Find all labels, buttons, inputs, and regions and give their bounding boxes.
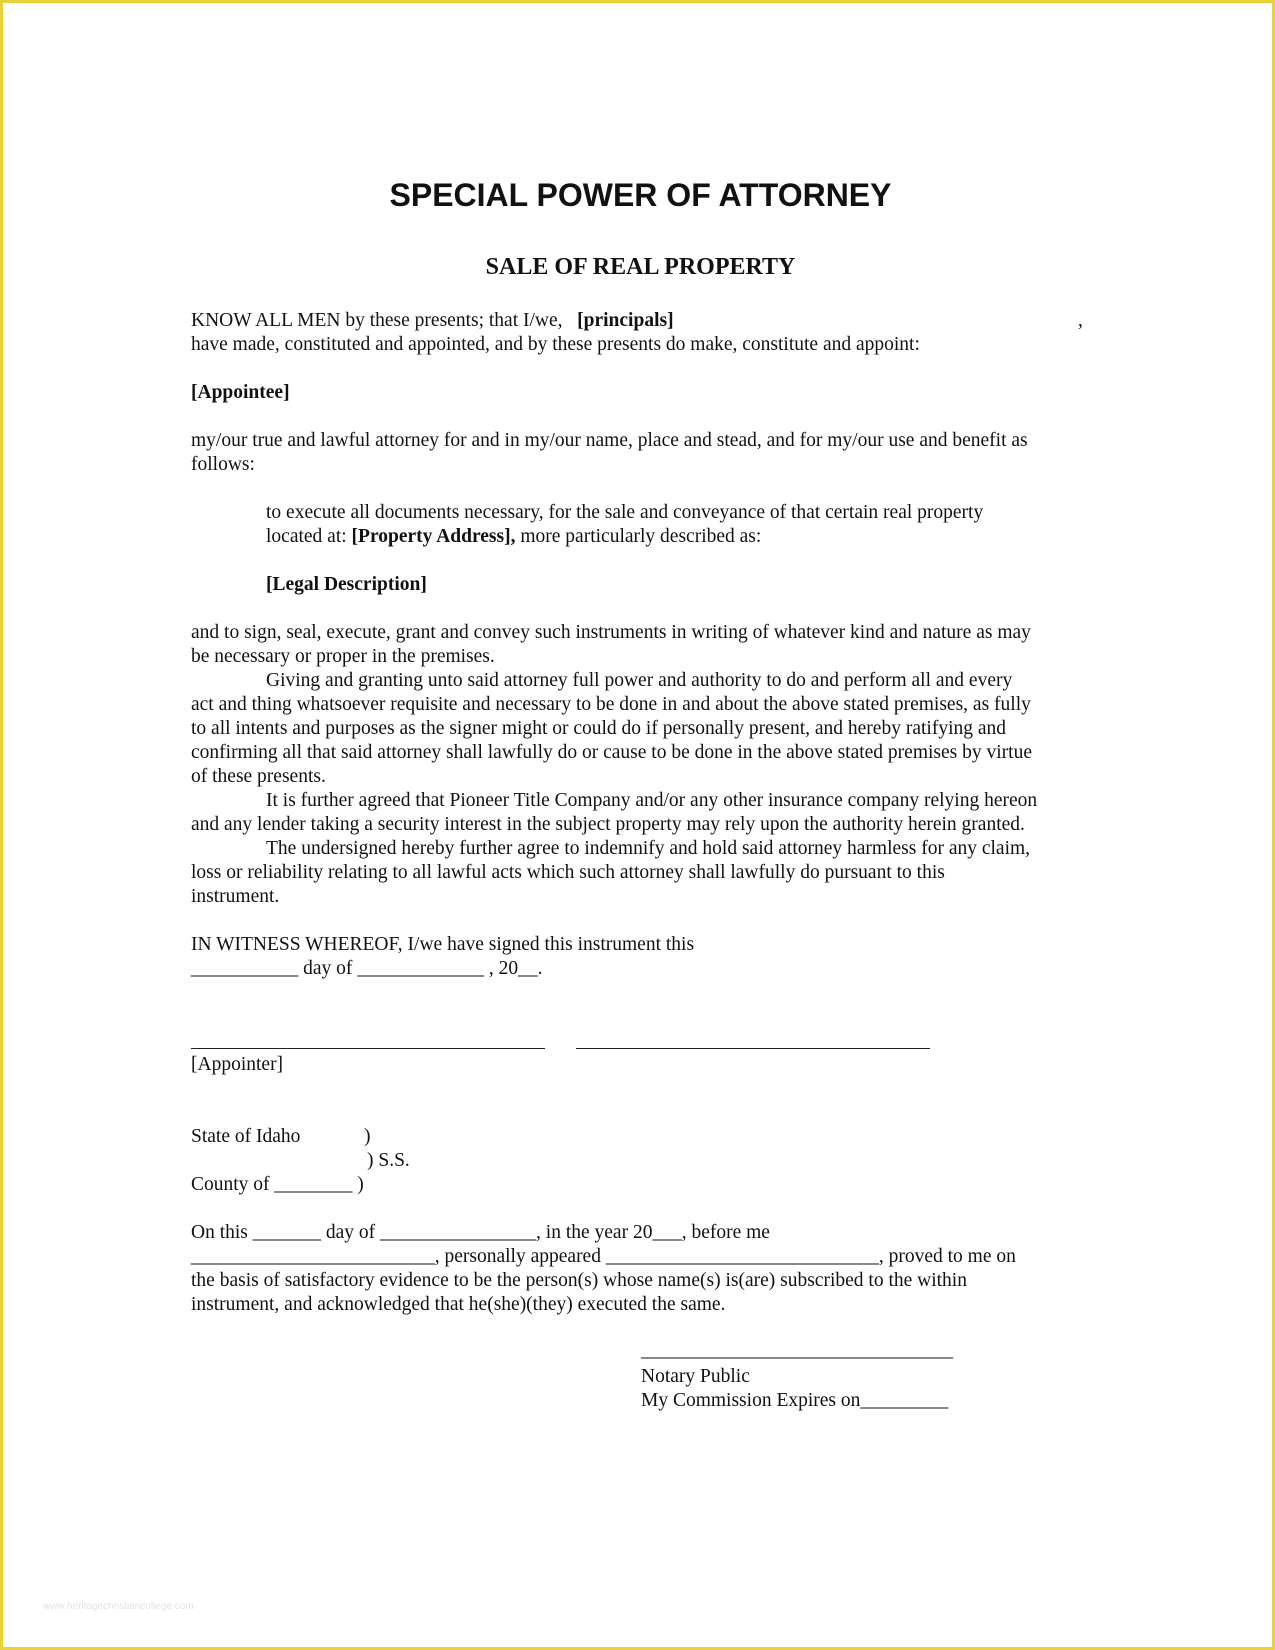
execute-line-1: to execute all documents necessary, for the sale and conveyance of that certain real property (266, 502, 984, 523)
execute-line-2-suffix: more particularly described as: (520, 526, 762, 547)
appointer-label: [Appointer] (191, 1054, 284, 1075)
notary-public-label: Notary Public (641, 1366, 750, 1387)
body-line: Giving and granting unto said attorney full power and authority to do and perform all and every (266, 670, 1013, 691)
property-address-placeholder: [Property Address], (351, 526, 516, 547)
body-line: The undersigned hereby further agree to indemnify and hold said attorney harmless for any claim, (266, 838, 1031, 859)
execute-line-2-prefix: located at: (266, 526, 347, 547)
body-line: instrument. (191, 886, 280, 907)
legal-description-placeholder: [Legal Description] (266, 574, 427, 595)
execute-line-2 (266, 525, 761, 549)
venue-state: State of Idaho (191, 1126, 301, 1147)
appointer-signature-line[interactable] (191, 1048, 545, 1049)
witness-line-1: IN WITNESS WHEREOF, I/we have signed this instrument this (191, 934, 695, 955)
second-signature-line[interactable] (576, 1048, 930, 1049)
venue-paren: ) (364, 1126, 371, 1147)
witness-line-2: ___________ day of _____________ , 20__. (191, 958, 543, 979)
intro-line-2: have made, constituted and appointed, and by these presents do make, constitute and appoint: (191, 334, 920, 355)
intro-know-prefix: KNOW ALL MEN by these presents; that I/we, (191, 310, 563, 331)
appointee-placeholder: [Appointee] (191, 382, 290, 403)
notary-line: instrument, and acknowledged that he(she)(they) executed the same. (191, 1294, 726, 1315)
watermark: www.heritagechristiancollege.com (43, 1601, 194, 1612)
body-line: loss or reliability relating to all lawful acts which such attorney shall lawfully do pursuant to this (191, 862, 945, 883)
intro-trailing-comma: , (1078, 310, 1083, 331)
venue-county: County of ________ ) (191, 1174, 364, 1195)
document-subtitle: SALE OF REAL PROPERTY (485, 254, 796, 280)
notary-signature-line[interactable]: ________________________________ (641, 1340, 953, 1361)
body-line: of these presents. (191, 766, 326, 787)
principals-placeholder: [principals] (577, 310, 674, 331)
notary-line: the basis of satisfactory evidence to be the person(s) whose name(s) is(are) subscribed to the within (191, 1270, 967, 1291)
body-line: be necessary or proper in the premises. (191, 646, 495, 667)
document-title: SPECIAL POWER OF ATTORNEY (389, 177, 892, 213)
body-line: confirming all that said attorney shall lawfully do or cause to be done in the above stated premises by virtue (191, 742, 1032, 763)
body-line: It is further agreed that Pioneer Title Company and/or any other insurance company relying hereon (266, 790, 1038, 811)
attorney-line-1: my/our true and lawful attorney for and in my/our name, place and stead, and for my/our use and benefit as (191, 430, 1028, 451)
notary-line: On this _______ day of ________________, in the year 20___, before me (191, 1222, 770, 1243)
venue-ss: ) S.S. (367, 1150, 410, 1171)
commission-expires-label: My Commission Expires on_________ (641, 1390, 949, 1411)
notary-line: _________________________, personally appeared ____________________________, proved to me on (191, 1246, 1016, 1267)
body-line: act and thing whatsoever requisite and necessary to be done in and about the above stated premises, as fully (191, 694, 1031, 715)
body-line: and any lender taking a security interest in the subject property may rely upon the authority herein granted. (191, 814, 1025, 835)
body-line: and to sign, seal, execute, grant and convey such instruments in writing of whatever kind and nature as may (191, 622, 1031, 643)
intro-line-1 (191, 309, 674, 333)
attorney-line-2: follows: (191, 454, 255, 475)
body-line: to all intents and purposes as the signer might or could do if personally present, and hereby ratifying and (191, 718, 1007, 739)
